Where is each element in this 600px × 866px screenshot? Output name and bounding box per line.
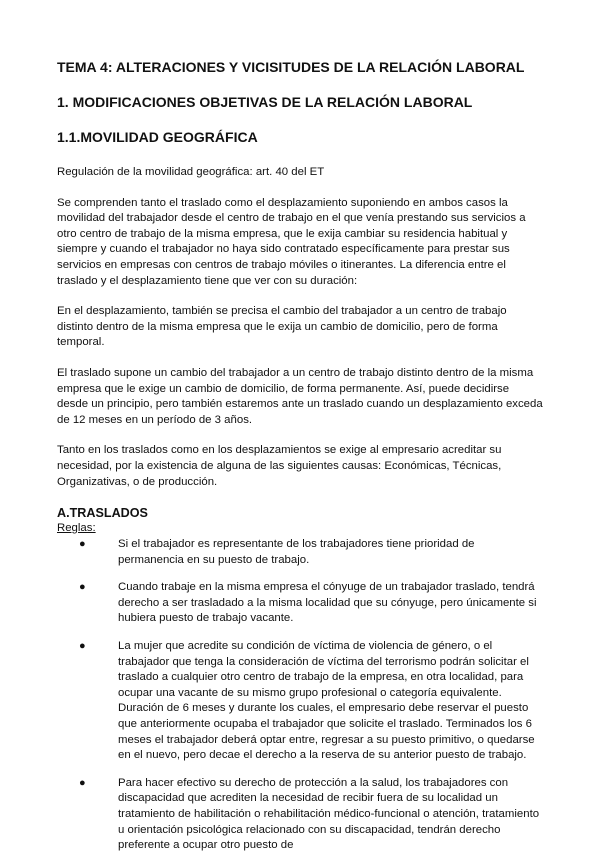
document-page bbox=[57, 50, 543, 866]
subsection-heading: 1.1.MOVILIDAD GEOGRÁFICA bbox=[57, 129, 258, 145]
traslados-heading: A.TRASLADOS bbox=[57, 506, 148, 521]
bullet-icon: ● bbox=[79, 581, 86, 594]
section-heading: 1. MODIFICACIONES OBJETIVAS DE LA RELACIÓN LABORAL bbox=[57, 94, 473, 110]
list-item bbox=[57, 639, 543, 764]
paragraph: Tanto en los traslados como en los desplazamientos se exige al empresario acreditar su necesidad, por la existencia de alguna de las siguientes causas: Económicas, Técnicas, Organizativas, o de producción. bbox=[57, 444, 502, 488]
list-item-text: La mujer que acredite su condición de víctima de violencia de género, o el trabajador que tenga la consideración de víctima del terrorismo podrán solicitar el traslado a cualquier otro centro de trabajo de la empresa, en otra localidad, para ocupar una vacante de su mismo grupo profesional o categoría equivalente. Duración de 6 meses y durante los cuales, el empresario debe reservar el puesto que anteriormente ocupaba el trabajador que solicite el traslado. Terminados los 6 meses el trabajador deberá optar entre, regresar a su puesto primitivo, o quedarse en el nuevo, pero decae el derecho a la reserva de su anterior puesto de trabajo. bbox=[118, 640, 535, 762]
document-title: TEMA 4: ALTERACIONES Y VICISITUDES DE LA RELACIÓN LABORAL bbox=[57, 59, 525, 75]
reglas-label: Reglas: bbox=[57, 522, 96, 535]
bullet-icon: ● bbox=[79, 640, 86, 653]
paragraph: En el desplazamiento, también se precisa el cambio del trabajador a un centro de trabajo distinto dentro de la misma empresa que le exija un cambio de domicilio, pero de forma temporal. bbox=[57, 305, 507, 349]
bullet-icon: ● bbox=[79, 776, 86, 789]
list-item-text: Para hacer efectivo su derecho de protección a la salud, los trabajadores con discapacidad que acrediten la necesidad de recibir fuera de su localidad un tratamiento de habilitación o rehabilitación médico-funcional o atención, tratamiento u orientación psicológica relacionado con su discapacidad, tendrán derecho preferente a ocupar otro puesto de bbox=[118, 776, 540, 852]
paragraph: Se comprenden tanto el traslado como el desplazamiento suponiendo en ambos casos la movilidad del trabajador desde el centro de trabajo en el que venía prestando sus servicios a otro centro de trabajo de la misma empresa, que le exija cambiar su residencia habitual y siempre y cuando el trabajador no haya sido contratado específicamente para prestar sus servicios en empresas con centros de trabajo móviles o itinerantes. La diferencia entre el traslado y el desplazamiento tiene que ver con su duración: bbox=[57, 196, 526, 287]
rules-list bbox=[57, 537, 543, 854]
list-item-text: Cuando trabaje en la misma empresa el cónyuge de un trabajador traslado, tendrá derecho a ser trasladado a la misma localidad que su cónyuge, pero únicamente si hubiera puesto de trabajo vacante. bbox=[118, 581, 537, 625]
list-item-text: Si el trabajador es representante de los trabajadores tiene prioridad de permanencia en su puesto de trabajo. bbox=[118, 538, 475, 566]
regulation-line: Regulación de la movilidad geográfica: art. 40 del ET bbox=[57, 166, 325, 178]
bullet-icon: ● bbox=[79, 538, 86, 551]
paragraph: El traslado supone un cambio del trabajador a un centro de trabajo distinto dentro de la misma empresa que le exige un cambio de domicilio, de forma permanente. Así, puede decidirse desde un principio, pero también estaremos ante un traslado cuando un desplazamiento exceda de 12 meses en un período de 3 años. bbox=[57, 366, 543, 426]
list-item bbox=[57, 537, 543, 568]
list-item bbox=[57, 580, 543, 627]
list-item bbox=[57, 776, 543, 854]
